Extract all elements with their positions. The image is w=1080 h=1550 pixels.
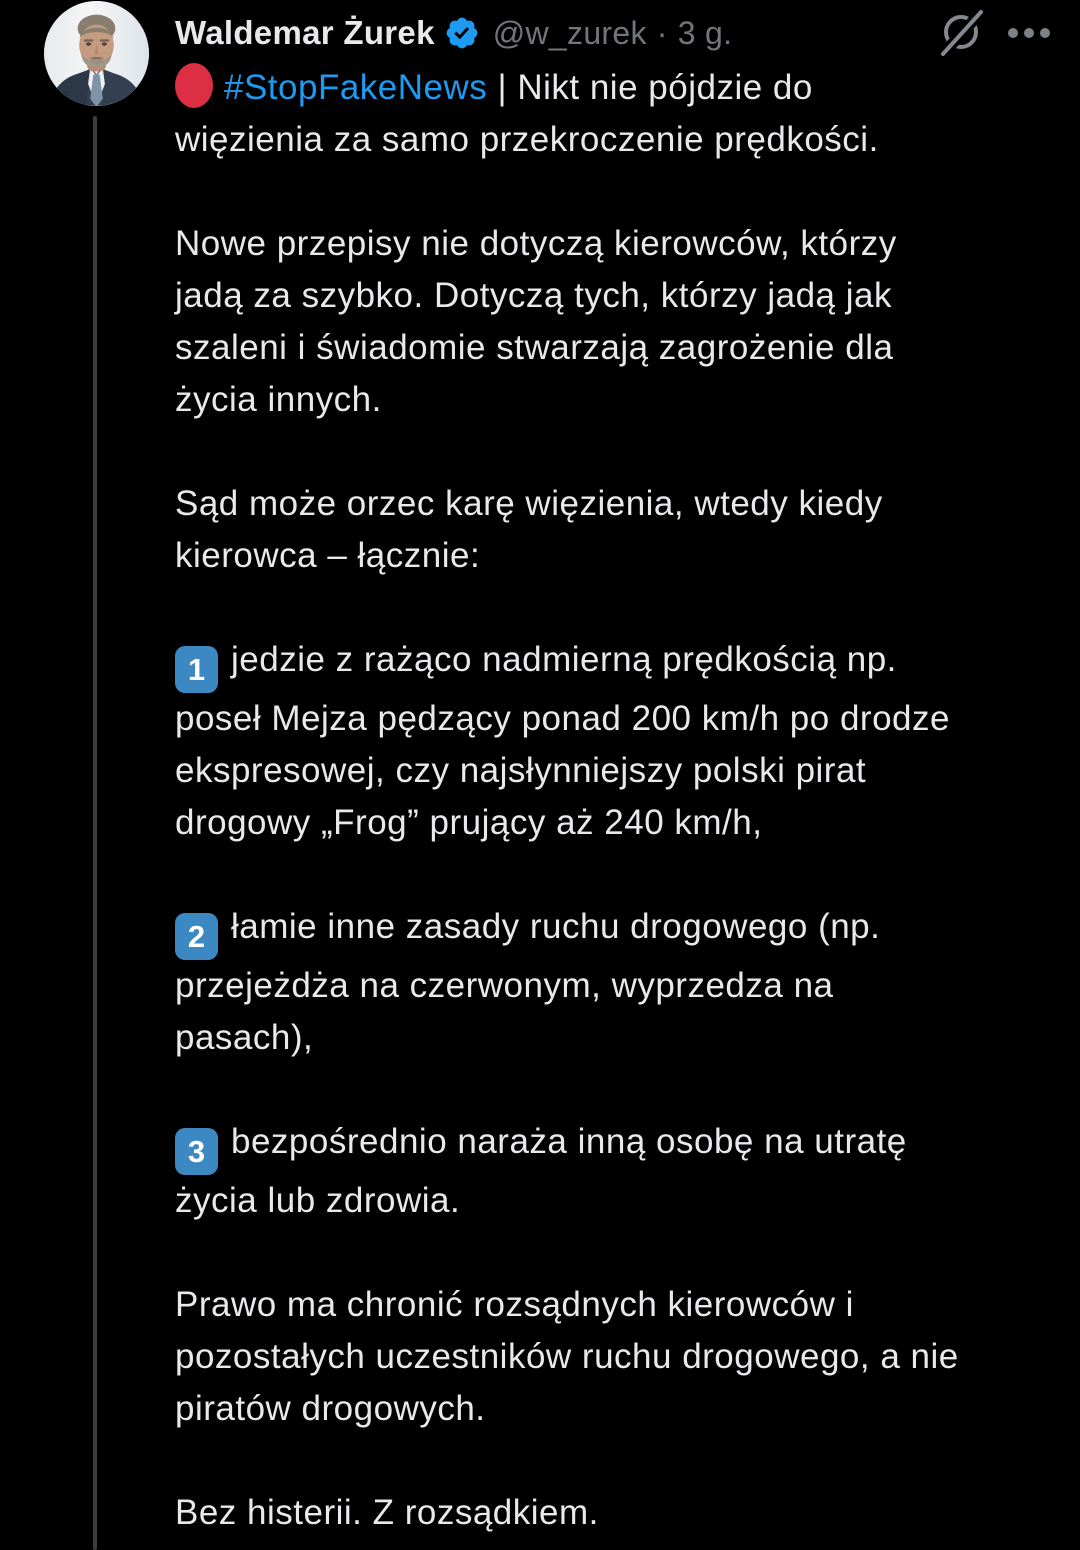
tweet-paragraph [175, 901, 1070, 1064]
tweet-text-line [175, 745, 1070, 797]
tweet-text-line [175, 1279, 1070, 1331]
avatar[interactable] [44, 1, 149, 106]
tweet-text-line [175, 530, 1070, 582]
tweet-text-line [175, 1331, 1070, 1383]
thread-connector-line [93, 116, 97, 1550]
tweet-text: Nowe przepisy nie dotyczą kierowców, którzy [175, 224, 897, 263]
tweet-text: drogowy „Frog” prujący aż 240 km/h, [175, 803, 763, 842]
tweet-text: Bez histerii. Z rozsądkiem. [175, 1493, 599, 1532]
tweet-text-line [175, 270, 1070, 322]
tweet-text-line [175, 797, 1070, 849]
tweet-text: przejeżdża na czerwonym, wyprzedza na [175, 966, 834, 1005]
tweet-text-line [175, 374, 1070, 426]
tweet-paragraph [175, 1279, 1070, 1435]
tweet-paragraph [175, 218, 1070, 426]
tweet-paragraph [175, 1487, 1070, 1539]
tweet-text: Prawo ma chronić rozsądnych kierowców i [175, 1285, 854, 1324]
tweet-text-line [175, 1175, 1070, 1227]
author-handle[interactable]: @w_zurek [492, 14, 647, 51]
keycap-1-emoji: 1 [175, 646, 218, 693]
tweet-text-line [175, 901, 1070, 960]
tweet-text: łamie inne zasady ruchu drogowego (np. [231, 907, 881, 946]
tweet-text-line [175, 114, 1070, 166]
grok-icon [936, 7, 988, 59]
tweet-paragraph [175, 634, 1070, 849]
tweet-text: życia lub zdrowia. [175, 1181, 461, 1220]
tweet-text-line [175, 1383, 1070, 1435]
more-menu-button[interactable] [1006, 26, 1052, 40]
tweet-text: jadą za szybko. Dotyczą tych, którzy jadą jak [175, 276, 892, 315]
tweet-text: Sąd może orzec karę więzienia, wtedy kiedy [175, 484, 883, 523]
keycap-2-emoji: 2 [175, 913, 218, 960]
tweet-text: poseł Mejza pędzący ponad 200 km/h po drodze [175, 699, 950, 738]
tweet-text: | Nikt nie pójdzie do [487, 68, 813, 107]
tweet-text-line [175, 322, 1070, 374]
tweet-text: więzienia za samo przekroczenie prędkości. [175, 120, 879, 159]
tweet-paragraph [175, 478, 1070, 582]
tweet-text: ekspresowej, czy najsłynniejszy polski pirat [175, 751, 867, 790]
tweet-body [175, 62, 1070, 1539]
tweet-text: pozostałych uczestników ruchu drogowego, a nie [175, 1337, 959, 1376]
tweet-text-line [175, 693, 1070, 745]
tweet-text-line [175, 1487, 1070, 1539]
tweet-text-line [175, 1012, 1070, 1064]
grok-button[interactable] [936, 7, 988, 59]
keycap-3-emoji: 3 [175, 1128, 218, 1175]
tweet-text-line [175, 218, 1070, 270]
tweet-text-line [175, 634, 1070, 693]
author-name[interactable]: Waldemar Żurek [175, 14, 435, 51]
tweet-header [175, 8, 1052, 58]
tweet-paragraph [175, 1116, 1070, 1227]
avatar-portrait-graphic [44, 1, 149, 106]
timestamp[interactable]: 3 g. [677, 14, 733, 51]
tweet-text: szaleni i świadomie stwarzają zagrożenie dla [175, 328, 894, 367]
dot-separator: · [656, 14, 668, 51]
tweet-text: pasach), [175, 1018, 314, 1057]
tweet-text: kierowca – łącznie: [175, 536, 481, 575]
tweet-text: piratów drogowych. [175, 1389, 486, 1428]
tweet-text: bezpośrednio naraża inną osobę na utratę [231, 1122, 907, 1161]
tweet-text-line [175, 1116, 1070, 1175]
tweet-text: jedzie z rażąco nadmierną prędkością np. [231, 640, 897, 679]
tweet-paragraph [175, 62, 1070, 166]
tweet-text-line [175, 960, 1070, 1012]
verified-badge-icon [444, 15, 480, 51]
handle-group [493, 15, 733, 52]
tweet-text-line [175, 62, 1070, 114]
tweet-text: życia innych. [175, 380, 382, 419]
more-menu-icon [1006, 26, 1052, 40]
red-circle-emoji [175, 63, 213, 108]
hashtag-link[interactable]: #StopFakeNews [224, 68, 488, 107]
tweet-text-line [175, 478, 1070, 530]
